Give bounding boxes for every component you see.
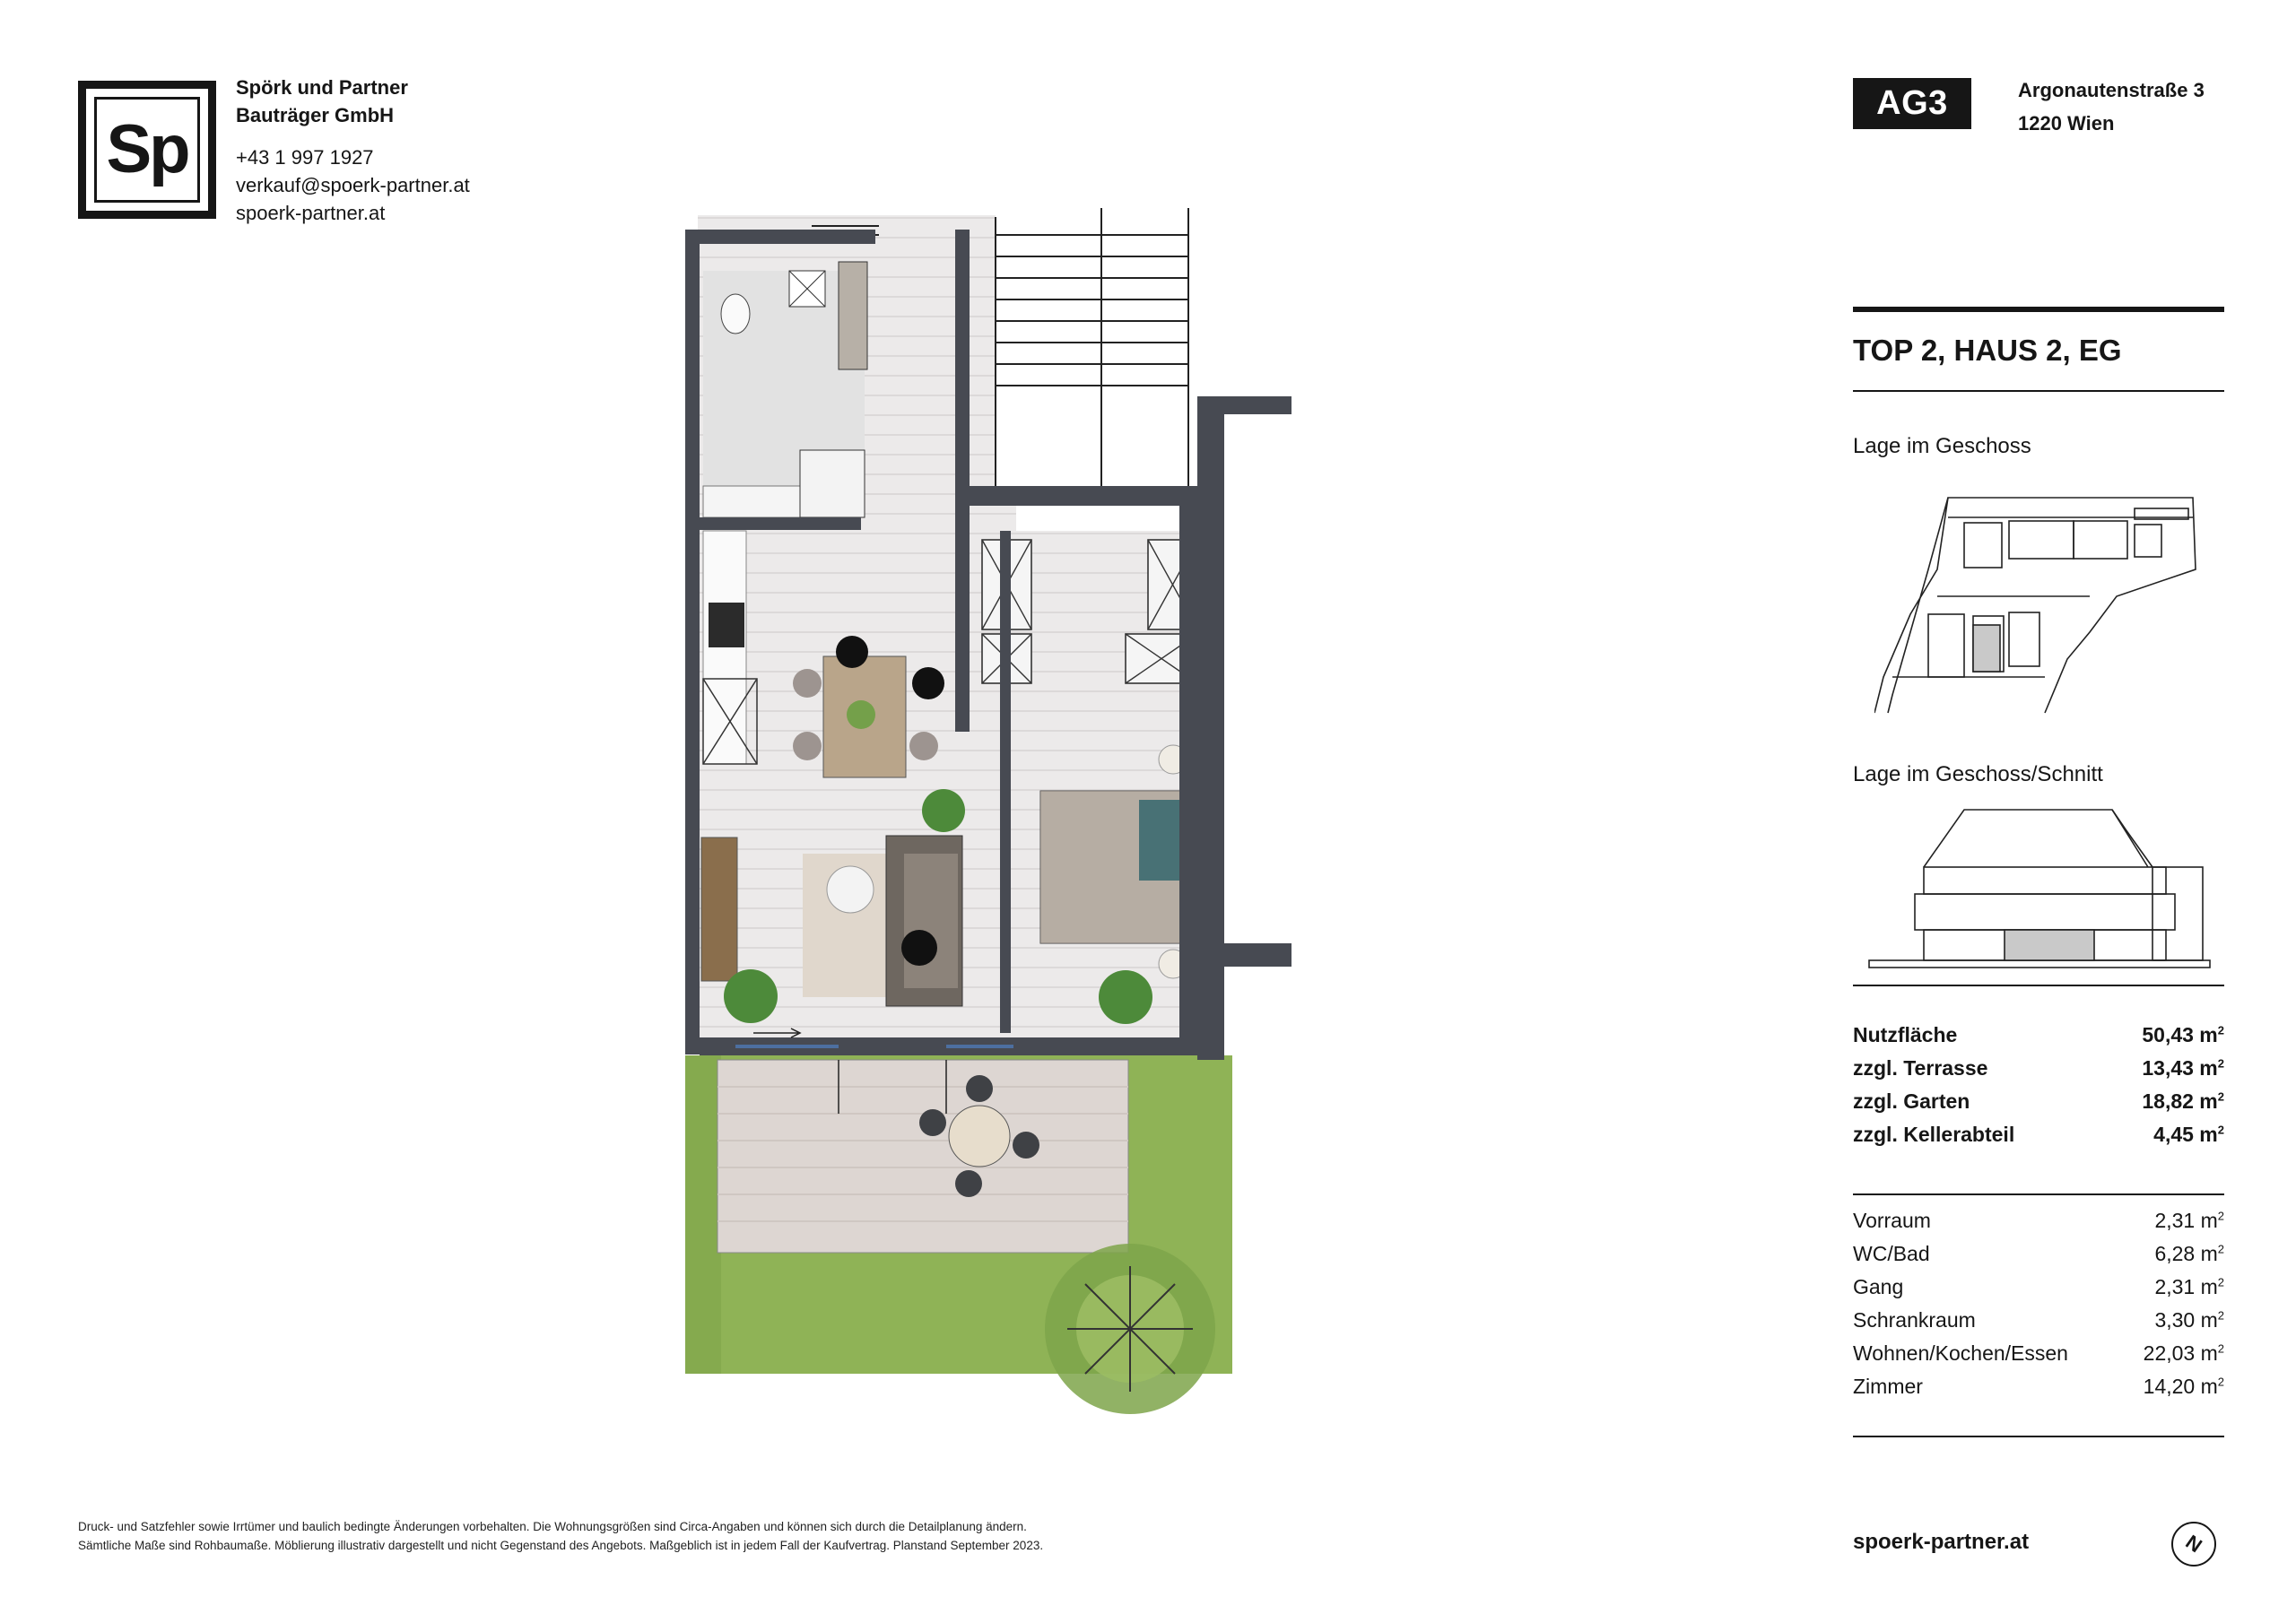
north-arrow-label: N [2181, 1530, 2206, 1558]
company-name-line1: Spörk und Partner [236, 76, 408, 99]
room-label: WC/Bad [1853, 1242, 1930, 1265]
section-diagram [1866, 803, 2224, 982]
logo-text: Sp [94, 97, 200, 203]
area-value: 50,43 $m^2$ [2142, 1023, 2224, 1046]
terrace [718, 1060, 1128, 1253]
area-value: 4,45 $m^2$ [2153, 1123, 2224, 1146]
section-location-label: Lage im Geschoss/Schnitt [1853, 762, 2103, 786]
room-row [1853, 1242, 2224, 1266]
project-badge: AG3 [1853, 78, 1971, 129]
address-city: 1220 Wien [2018, 112, 2115, 135]
project-address [2018, 74, 2205, 140]
area-row-garten [1853, 1089, 2224, 1114]
room-label: Zimmer [1853, 1375, 1923, 1398]
room-row [1853, 1275, 2224, 1299]
area-label: Nutzfläche [1853, 1023, 1958, 1046]
area-value: 13,43 $m^2$ [2142, 1056, 2224, 1080]
room-value: 14,20 $m^2$ [2143, 1375, 2224, 1398]
area-label: zzgl. Garten [1853, 1089, 1970, 1113]
unit-section-highlight [2005, 930, 2094, 960]
area-row-nutzflaeche [1853, 1023, 2224, 1047]
divider [1853, 1193, 2224, 1195]
room-row [1853, 1308, 2224, 1332]
area-value: 18,82 $m^2$ [2142, 1089, 2224, 1113]
floor-plan [682, 199, 1292, 1454]
tv-unit [701, 838, 737, 981]
north-arrow-icon [2171, 1522, 2216, 1567]
room-value: 2,31 $m^2$ [2154, 1275, 2224, 1298]
unit-highlight [1973, 625, 2000, 672]
area-row-kellerabteil [1853, 1123, 2224, 1147]
address-street: Argonautenstraße 3 [2018, 79, 2205, 101]
disclaimer [78, 1517, 1043, 1555]
unit-title: TOP 2, HAUS 2, EG [1853, 334, 2122, 367]
phone-number[interactable]: +43 1 997 1927 [236, 146, 374, 169]
area-label: zzgl. Kellerabteil [1853, 1123, 2015, 1146]
room-value: 3,30 $m^2$ [2154, 1308, 2224, 1332]
area-label: zzgl. Terrasse [1853, 1056, 1988, 1080]
terrace-table [949, 1106, 1010, 1167]
room-row [1853, 1341, 2224, 1366]
divider [1853, 1436, 2224, 1437]
room-value: 2,31 $m^2$ [2154, 1209, 2224, 1232]
company-contact [236, 143, 470, 227]
floor-location-label: Lage im Geschoss [1853, 434, 2031, 458]
room-label: Gang [1853, 1275, 1904, 1298]
area-row-terrasse [1853, 1056, 2224, 1081]
divider [1853, 307, 2224, 312]
room-label: Wohnen/Kochen/Essen [1853, 1341, 2068, 1365]
room-value: 22,03 $m^2$ [2143, 1341, 2224, 1365]
coffee-table [827, 866, 874, 913]
room-row [1853, 1209, 2224, 1233]
disclaimer-line1: Druck- und Satzfehler sowie Irrtümer und baulich bedingte Änderungen vorbehalten. Die Wohnungsgrößen sind Circa-Angaben und können sich durch die Detailplanung ändern. [78, 1520, 1027, 1533]
footer-website-link[interactable]: spoerk-partner.at [1853, 1530, 2030, 1554]
room-label: Vorraum [1853, 1209, 1931, 1232]
divider [1853, 985, 2224, 986]
room-value: 6,28 $m^2$ [2154, 1242, 2224, 1265]
company-name-line2: Bauträger GmbH [236, 104, 395, 126]
room-row [1853, 1375, 2224, 1399]
disclaimer-line2: Sämtliche Maße sind Rohbaumaße. Möblierung illustrativ dargestellt und nicht Gegenstand des Angebots. Maßgeblich ist in jedem Fall der Kaufvertrag. Planstand September 2023. [78, 1539, 1044, 1552]
room-label: Schrankraum [1853, 1308, 1976, 1332]
divider [1853, 390, 2224, 392]
company-name [236, 74, 408, 129]
email-link[interactable]: verkauf@spoerk-partner.at [236, 174, 470, 196]
floor-location-plan [1874, 489, 2206, 722]
website-link[interactable]: spoerk-partner.at [236, 202, 386, 224]
company-logo [78, 81, 216, 219]
